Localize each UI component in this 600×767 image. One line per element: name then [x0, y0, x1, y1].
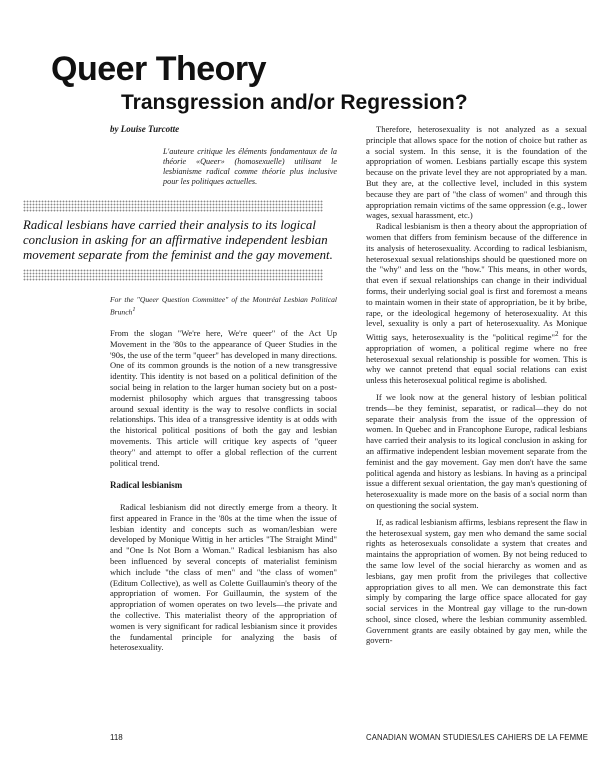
right-column	[366, 124, 587, 646]
paragraph-text: Radical lesbianism is then a theory about the appropriation of women that differs from feminism because of the difference in its analysis of heterosexuality. According to radical lesbianism, heterosexual sexual relationships should be questioned more on the "why" and less on the "how." This means, in other words, that even if sexual relationships can change in their individual forms, their underlying social goal is first and foremost a means to maintain women in their state of appropriation, be it by bribe, rape, or the ideological hegemony of heterosexuality. At this level, sexuality is only a part of heterosexuality. As Monique Wittig says, heterosexuality is the "political regime"	[366, 221, 587, 342]
dedication	[110, 295, 337, 317]
pullquote-top-texture	[23, 200, 323, 212]
body-paragraph: If, as radical lesbianism affirms, lesbians represent the flaw in the heterosexual system, gay men who demand the same social rights as heterosexuals consolidate a system that creates and maintains the appropriation of women. By not being reduced to the same low level of the social hierarchy as women and as lesbians, gay men profit from the privileges that collective appropriation gives to all men. We can demonstrate this fact simply by comparing the large office space allocated for gay social services in the Montreal gay village to the run-down school, since closed, where the lesbian community assembled. Government grants are easily obtained by gay men, while the govern-	[366, 516, 587, 646]
dedication-text: For the "Queer Question Committee" of the Montréal Lesbian Political Brunch	[110, 295, 337, 317]
section-paragraph: Radical lesbianism did not directly emerge from a theory. It first appeared in France in the '80s at the time when the issue of lesbian identity and concepts such as woman/lesbian were developed by Monique Wittig in her articles "The Straight Mind" and "One Is Not Born a Woman." Radical lesbianism has also been influenced by several concepts of materialist feminism which include "the class of men" and "the class of women" (Editum Collective), as well as Colette Guillaumin's theory of the appropriation of women. For Guillaumin, the system of the appropriation of women operates on two levels—the private and the collective. This materialist theory of the appropriation of women is very significant for radical lesbianism since it provides the fundamental principle for analyzing the basis of heterosexuality.	[110, 502, 337, 653]
pullquote: Radical lesbians have carried their analysis to its logical conclusion in asking for an affirmative independent lesbian movement separate from the feminist and the gay movement.	[23, 217, 333, 263]
page-number: 118	[110, 733, 123, 742]
intro-paragraph: From the slogan "We're here, We're queer" of the Act Up Movement in the '80s to the appearance of Queer Studies in the '90s, the use of the term "queer" has developed in many directions. One of its common grounds is the notion of a new transgressive identity. This identity is not based on a political definition of the social being in relation to the larger human society but on a post-modernist philosophy which argues that transgressing taboos around sexual identity is the way to resolve conflicts in social relationships. This idea of a transgressive identity is at odds with the historical political positions of both the gay and lesbian movements. This article will critique key aspects of "queer theory" and attempt to offer a global reflection of the current political trend.	[110, 327, 337, 468]
paragraph-text: for the appropriation of women, a political regime where no free heterosexual sexual relationship is possible for women. This is why we cannot pretend that equal social relations can exist unless this heterosexual political regime is abolished.	[366, 331, 588, 386]
footnote-marker: 1	[132, 305, 136, 313]
article-title: Queer Theory	[51, 50, 267, 88]
pullquote-bottom-texture	[23, 269, 323, 281]
section-heading: Radical lesbianism	[110, 480, 183, 491]
left-column	[23, 124, 337, 653]
pullquote-block	[23, 200, 333, 282]
french-abstract: L'auteure critique les éléments fondamentaux de la théorie «Queer» (homosexuelle) utilisant le lesbianisme radical comme théorie plus inclusive pour les politiques actuelles.	[163, 146, 337, 187]
body-paragraph	[366, 221, 587, 386]
body-paragraph: Therefore, heterosexuality is not analyzed as a sexual principle that allows space for the notion of choice but rather as a social system. In this sense, it is the foundation of the appropriation of women. Lesbians partially escape this system because on the private level they are not appropriated by a man. But they are, at the collective level, included in this system because they are part of "the class of women" and through this appropriation remain victims of the same oppression (e.g., lower wages, sexual harassment, etc.)	[366, 124, 587, 221]
byline: by Louise Turcotte	[110, 124, 180, 134]
footnote-marker: 2	[555, 330, 559, 339]
body-paragraph: If we look now at the general history of lesbian political trends—be they feminist, separatist, or radical—they do not separate their analysis from the issue of the oppression of women. In Quebec and in Francophone Europe, radical lesbians have carried their analysis to its logical conclusion in asking for an affirmative independent lesbian movement separate from the feminist and the gay movement. Gay men don't have the same political agenda and history as lesbians. In having as a principal issue a different sexual orientation, the gay man's questioning of heterosexuality is made more on the basis of a social norm than on questioning the social system.	[366, 391, 587, 510]
article-subtitle: Transgression and/or Regression?	[121, 91, 468, 114]
journal-name: CANADIAN WOMAN STUDIES/LES CAHIERS DE LA FEMME	[366, 733, 589, 742]
